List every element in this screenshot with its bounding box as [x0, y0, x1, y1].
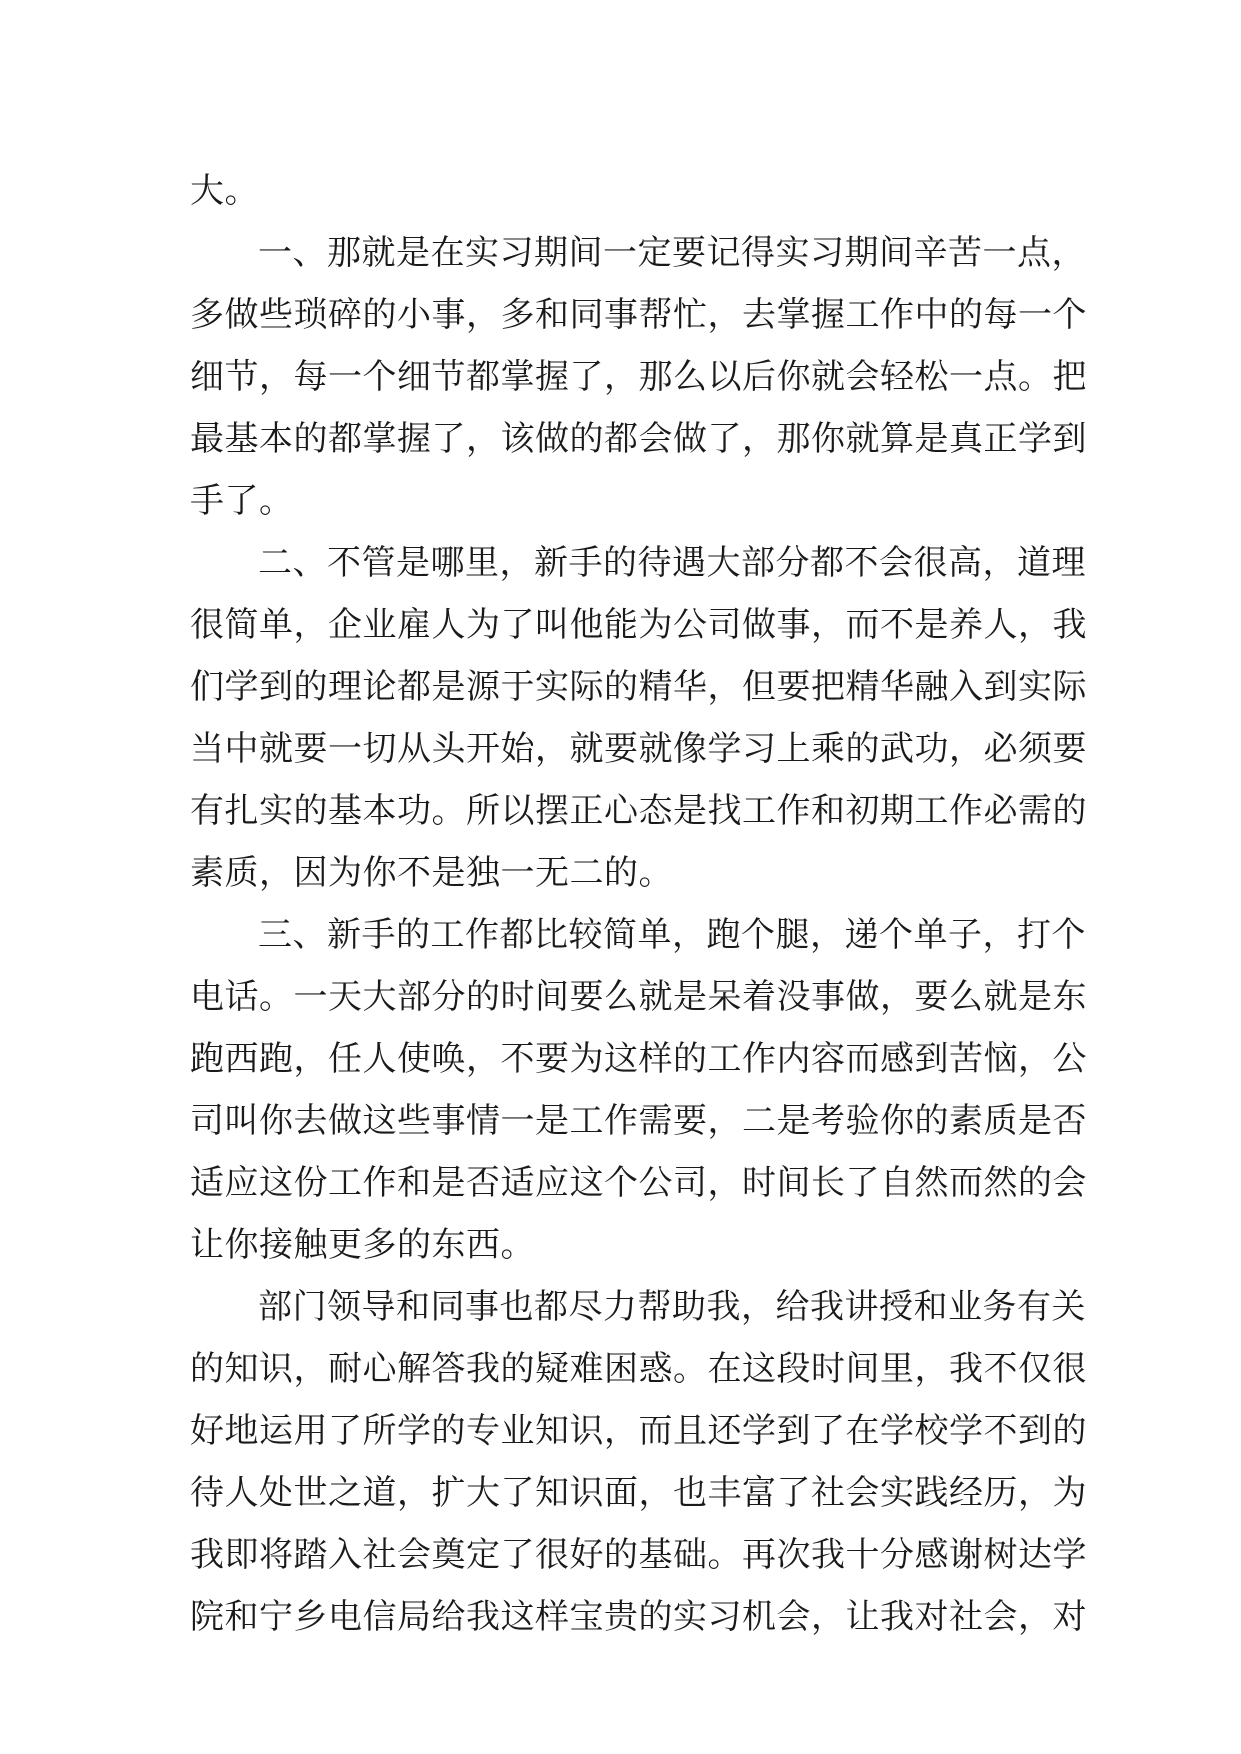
text-line: 好地运用了所学的专业知识，而且还学到了在学校学不到的	[190, 1411, 1087, 1451]
text-line: 多做些琐碎的小事，多和同事帮忙，去掌握工作中的每一个	[190, 295, 1087, 335]
text-line: 当中就要一切从头开始，就要就像学习上乘的武功，必须要	[190, 729, 1087, 769]
paragraph-start-line: 三、新手的工作都比较简单，跑个腿，递个单子，打个	[258, 915, 1086, 955]
paragraph-start-line: 二、不管是哪里，新手的待遇大部分都不会很高，道理	[258, 543, 1086, 583]
text-line: 大。	[190, 171, 259, 211]
text-line: 们学到的理论都是源于实际的精华，但要把精华融入到实际	[190, 667, 1087, 707]
text-line: 院和宁乡电信局给我这样宝贵的实习机会，让我对社会，对	[190, 1597, 1087, 1637]
text-line: 跑西跑，任人使唤，不要为这样的工作内容而感到苦恼，公	[190, 1039, 1087, 1079]
text-line: 很简单，企业雇人为了叫他能为公司做事，而不是养人，我	[190, 605, 1087, 645]
text-line: 我即将踏入社会奠定了很好的基础。再次我十分感谢树达学	[190, 1535, 1087, 1575]
text-line: 细节，每一个细节都掌握了，那么以后你就会轻松一点。把	[190, 357, 1087, 397]
text-line: 的知识，耐心解答我的疑难困惑。在这段时间里，我不仅很	[190, 1349, 1087, 1389]
text-line: 最基本的都掌握了，该做的都会做了，那你就算是真正学到	[190, 419, 1087, 459]
document-body	[190, 160, 1087, 1648]
text-line: 素质，因为你不是独一无二的。	[190, 853, 673, 893]
text-line: 手了。	[190, 481, 294, 521]
text-line: 电话。一天大部分的时间要么就是呆着没事做，要么就是东	[190, 977, 1087, 1017]
paragraph-start-line: 部门领导和同事也都尽力帮助我，给我讲授和业务有关	[258, 1287, 1086, 1327]
paragraph-start-line: 一、那就是在实习期间一定要记得实习期间辛苦一点，	[258, 233, 1086, 273]
text-line: 适应这份工作和是否适应这个公司，时间长了自然而然的会	[190, 1163, 1087, 1203]
text-line: 有扎实的基本功。所以摆正心态是找工作和初期工作必需的	[190, 791, 1087, 831]
text-line: 司叫你去做这些事情一是工作需要，二是考验你的素质是否	[190, 1101, 1087, 1141]
text-line: 让你接触更多的东西。	[190, 1225, 535, 1265]
text-line: 待人处世之道，扩大了知识面，也丰富了社会实践经历，为	[190, 1473, 1087, 1513]
